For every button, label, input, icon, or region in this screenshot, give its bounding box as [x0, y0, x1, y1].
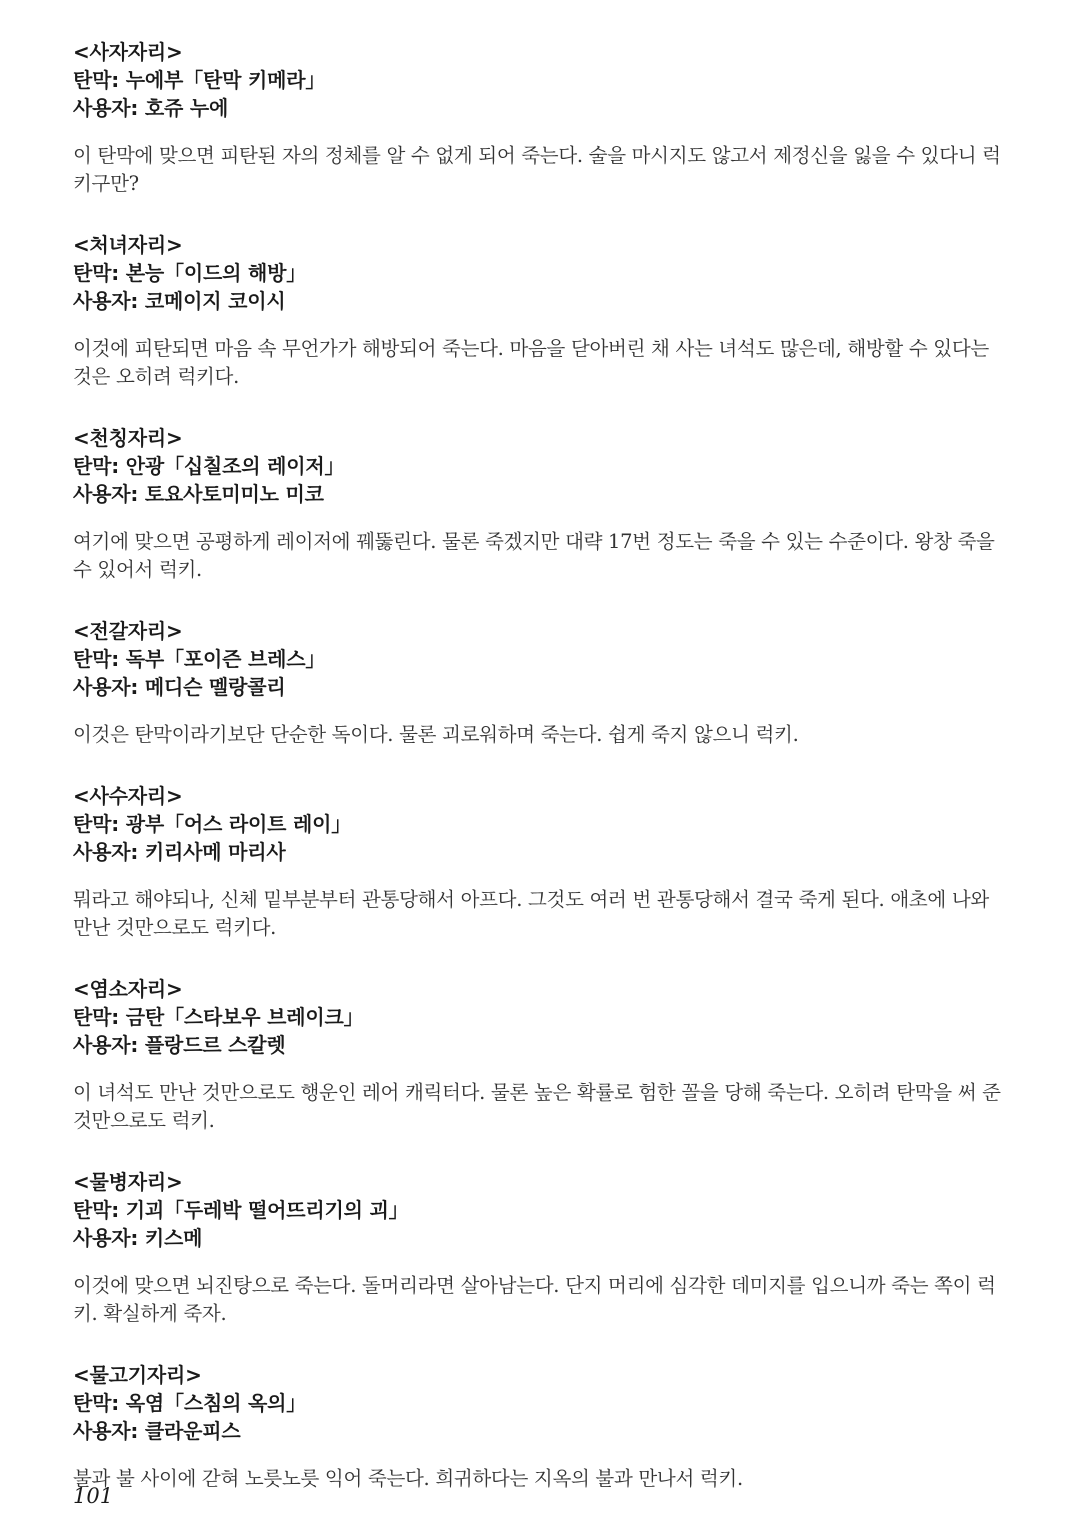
zodiac-sign: <물고기자리>: [73, 1363, 202, 1387]
entry-description: 이 녀석도 만난 것만으로도 행운인 레어 캐릭터다. 물론 높은 확률로 험한 꼴을 당해 죽는다. 오히려 탄막을 써 준 것만으로도 럭키.: [73, 1081, 1001, 1132]
danmaku-name: 탄막: 독부「포이즌 브레스」: [73, 647, 326, 671]
page-body: [73, 38, 1013, 1526]
entry-leo: [73, 38, 1013, 198]
entry-aquarius: [73, 1168, 1013, 1328]
entry-scorpio: [73, 617, 1013, 749]
entry-virgo: [73, 231, 1013, 391]
danmaku-name: 탄막: 기괴「두레박 떨어뜨리기의 괴」: [73, 1198, 409, 1222]
entry-description: 이것은 탄막이라기보단 단순한 독이다. 물론 괴로워하며 죽는다. 쉽게 죽지 않으니 럭키.: [73, 723, 799, 746]
entry-capricorn: [73, 975, 1013, 1135]
zodiac-sign: <물병자리>: [73, 1170, 183, 1194]
danmaku-name: 탄막: 광부「어스 라이트 레이」: [73, 812, 352, 836]
zodiac-sign: <염소자리>: [73, 977, 183, 1001]
entry-description: 여기에 맞으면 공평하게 레이저에 꿰뚫린다. 물론 죽겠지만 대략 17번 정도는 죽을 수 있는 수준이다. 왕창 죽을 수 있어서 럭키.: [73, 530, 995, 581]
entry-header: [73, 617, 1013, 701]
zodiac-sign: <사자자리>: [73, 40, 183, 64]
entry-header: [73, 231, 1013, 315]
zodiac-sign: <사수자리>: [73, 784, 183, 808]
danmaku-user: 사용자: 키스메: [73, 1226, 203, 1250]
danmaku-user: 사용자: 코메이지 코이시: [73, 289, 286, 313]
danmaku-user: 사용자: 클라운피스: [73, 1419, 241, 1443]
danmaku-user: 사용자: 키리사메 마리사: [73, 840, 286, 864]
danmaku-name: 탄막: 본능「이드의 해방」: [73, 261, 307, 285]
entry-description: 불과 불 사이에 갇혀 노릇노릇 익어 죽는다. 희귀하다는 지옥의 불과 만나서 럭키.: [73, 1467, 743, 1490]
danmaku-name: 탄막: 옥염「스침의 옥의」: [73, 1391, 307, 1415]
entry-pisces: [73, 1361, 1013, 1493]
entry-libra: [73, 424, 1013, 584]
danmaku-user: 사용자: 메디슨 멜랑콜리: [73, 675, 286, 699]
zodiac-sign: <천칭자리>: [73, 426, 183, 450]
entry-header: [73, 1168, 1013, 1252]
page-number: 101: [73, 1484, 114, 1508]
entry-header: [73, 38, 1013, 122]
entry-sagittarius: [73, 782, 1013, 942]
danmaku-name: 탄막: 누에부「탄막 키메라」: [73, 68, 326, 92]
danmaku-user: 사용자: 토요사토미미노 미코: [73, 482, 324, 506]
entry-header: [73, 782, 1013, 866]
danmaku-user: 사용자: 호쥬 누에: [73, 96, 229, 120]
entry-header: [73, 1361, 1013, 1445]
zodiac-sign: <처녀자리>: [73, 233, 183, 257]
entry-description: 이것에 맞으면 뇌진탕으로 죽는다. 돌머리라면 살아남는다. 단지 머리에 심각한 데미지를 입으니까 죽는 쪽이 럭키. 확실하게 죽자.: [73, 1274, 996, 1325]
entry-header: [73, 424, 1013, 508]
entry-description: 뭐라고 해야되나, 신체 밑부분부터 관통당해서 아프다. 그것도 여러 번 관통당해서 결국 죽게 된다. 애초에 나와 만난 것만으로도 럭키다.: [73, 888, 989, 939]
entry-description: 이것에 피탄되면 마음 속 무언가가 해방되어 죽는다. 마음을 닫아버린 채 사는 녀석도 많은데, 해방할 수 있다는 것은 오히려 럭키다.: [73, 337, 989, 388]
danmaku-name: 탄막: 안광「십칠조의 레이저」: [73, 454, 345, 478]
danmaku-name: 탄막: 금탄「스타보우 브레이크」: [73, 1005, 364, 1029]
zodiac-sign: <전갈자리>: [73, 619, 183, 643]
entry-description: 이 탄막에 맞으면 피탄된 자의 정체를 알 수 없게 되어 죽는다. 술을 마시지도 않고서 제정신을 잃을 수 있다니 럭키구만?: [73, 144, 1001, 195]
danmaku-user: 사용자: 플랑드르 스칼렛: [73, 1033, 286, 1057]
entry-header: [73, 975, 1013, 1059]
